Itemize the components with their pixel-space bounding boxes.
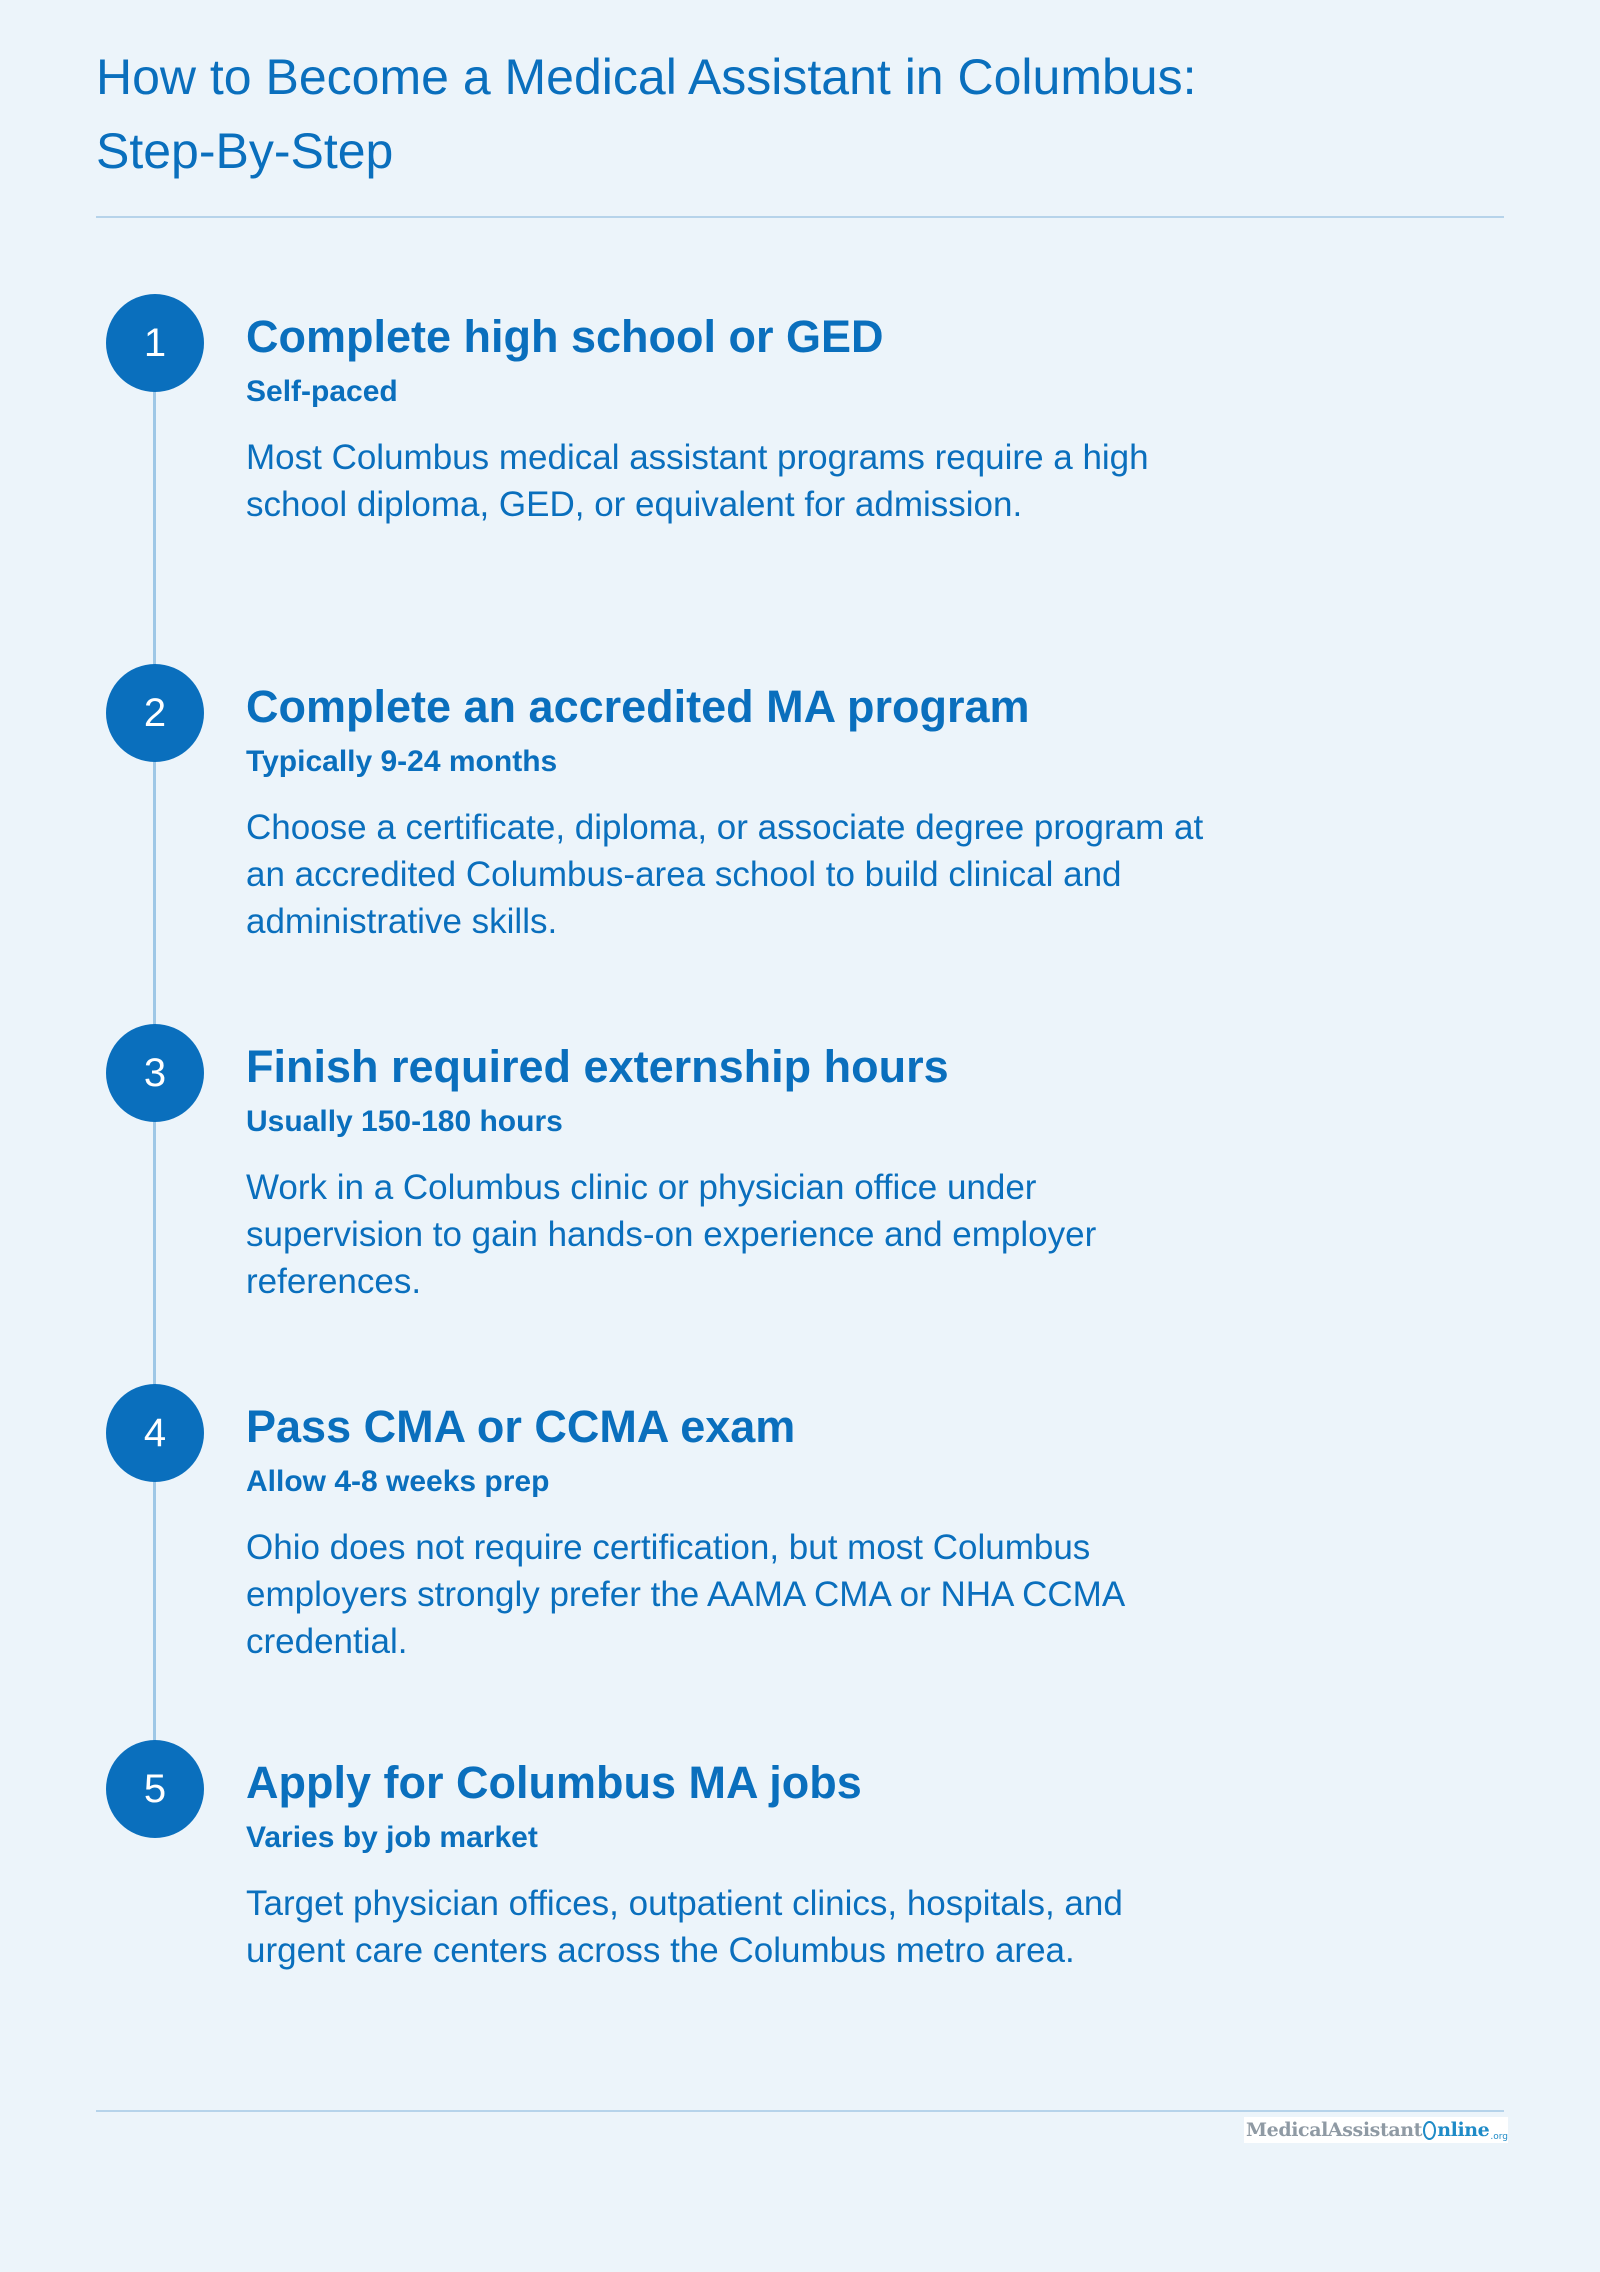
step-duration: Allow 4-8 weeks prep <box>246 1465 550 1498</box>
step-number-badge: 2 <box>106 664 204 762</box>
brand-logo <box>1244 2117 1508 2143</box>
logo-text-secondary: nline <box>1437 2119 1490 2141</box>
step-title: Pass CMA or CCMA exam <box>246 1401 796 1452</box>
stethoscope-o-icon <box>1423 2121 1436 2140</box>
logo-text-primary: MedicalAssistant <box>1246 2119 1423 2141</box>
step-description: Most Columbus medical assistant programs require a high school diploma, GED, or equivalent for admission. <box>246 438 1149 524</box>
step-number-badge: 3 <box>106 1024 204 1122</box>
logo-suffix: .org <box>1490 2132 1508 2142</box>
step-description: Choose a certificate, diploma, or associate degree program at an accredited Columbus-area school to build clinical and administrative skills. <box>246 808 1204 941</box>
step-content <box>246 678 1246 945</box>
step-number-badge: 1 <box>106 294 204 392</box>
step-title: Apply for Columbus MA jobs <box>246 1757 862 1808</box>
step-content <box>246 1754 1246 1974</box>
step-title: Complete high school or GED <box>246 311 884 362</box>
step-number-badge: 5 <box>106 1740 204 1838</box>
step-content <box>246 1398 1246 1665</box>
step-content <box>246 308 1246 528</box>
page-title <box>96 40 1496 188</box>
step-duration: Self-paced <box>246 375 398 408</box>
step-description: Work in a Columbus clinic or physician office under supervision to gain hands-on experience and employer references. <box>246 1168 1097 1301</box>
step-number-badge: 4 <box>106 1384 204 1482</box>
step-title: Complete an accredited MA program <box>246 681 1030 732</box>
step-duration: Varies by job market <box>246 1821 538 1854</box>
top-divider <box>96 216 1504 218</box>
page-title-line-2: Step-By-Step <box>96 123 394 179</box>
step-duration: Usually 150-180 hours <box>246 1105 563 1138</box>
step-title: Finish required externship hours <box>246 1041 949 1092</box>
step-description: Target physician offices, outpatient clinics, hospitals, and urgent care centers across the Columbus metro area. <box>246 1884 1123 1970</box>
step-duration: Typically 9-24 months <box>246 745 558 778</box>
page-title-line-1: How to Become a Medical Assistant in Columbus: <box>96 49 1197 105</box>
step-content <box>246 1038 1246 1305</box>
step-description: Ohio does not require certification, but most Columbus employers strongly prefer the AAMA CMA or NHA CCMA credential. <box>246 1528 1124 1661</box>
bottom-divider <box>96 2110 1504 2112</box>
